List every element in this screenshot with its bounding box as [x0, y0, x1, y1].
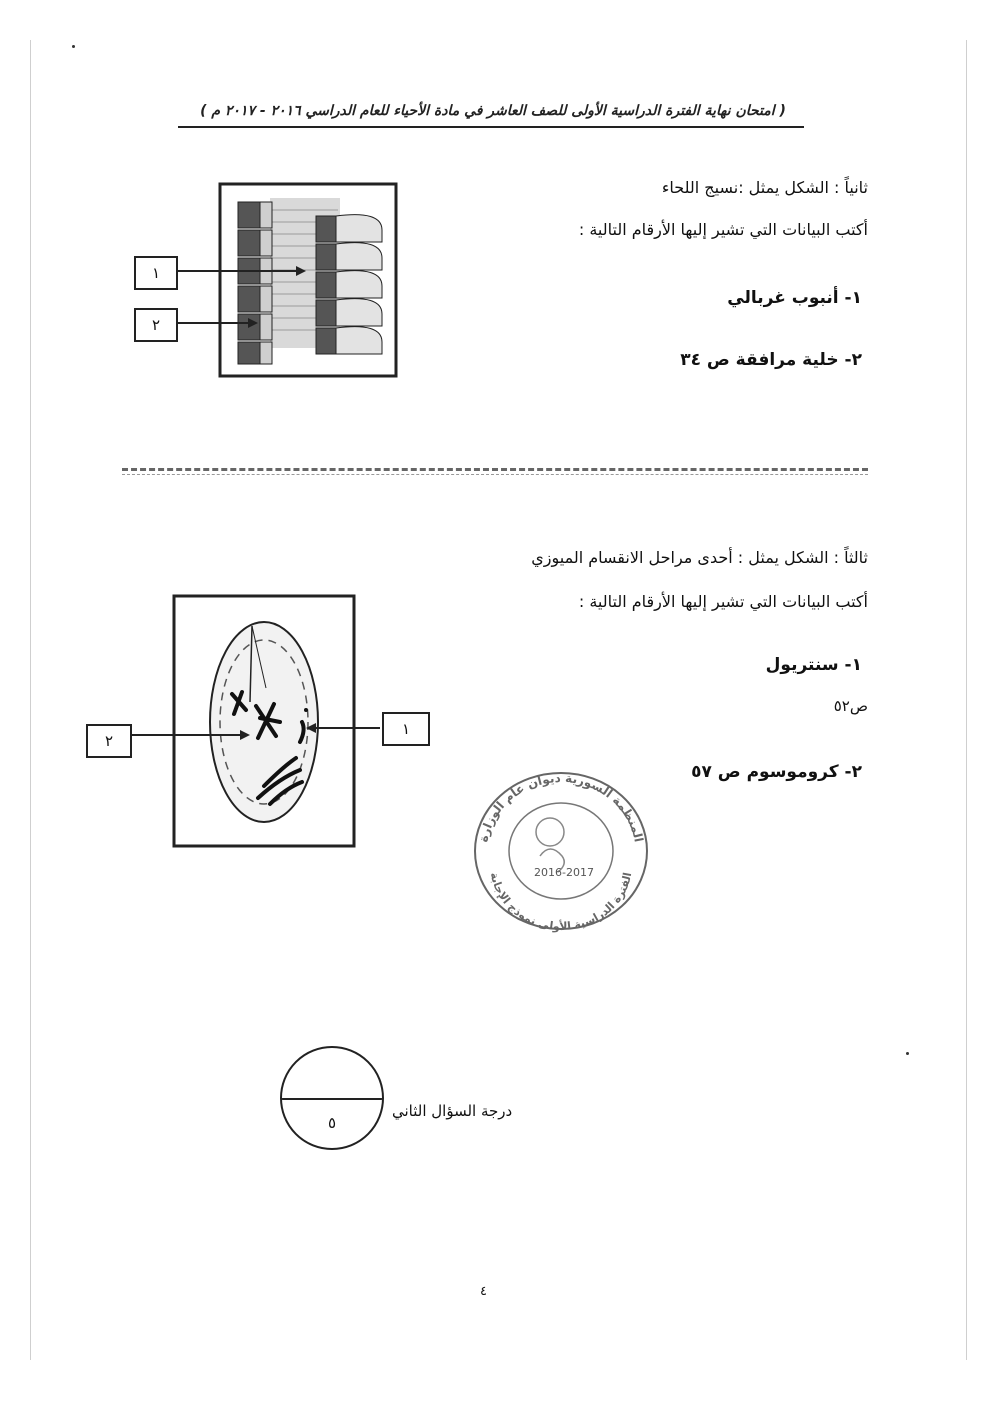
header-underline [178, 126, 804, 128]
phloem-label-1: ١ [134, 256, 178, 290]
section-three-answer-1-page: ص٥٢ [833, 697, 868, 715]
phloem-figure [120, 180, 400, 380]
page-edge-left [30, 40, 31, 1360]
stamp-bottom-text: الفترة الدراسية الأولى نموذج الإجابة [487, 871, 635, 934]
meiosis-label-2: ٢ [86, 724, 132, 758]
grade-circle-divider [282, 1098, 382, 1100]
section-two-answer-2: ٢- خلية مرافقة ص ٣٤ [680, 350, 862, 370]
grade-value: ٥ [327, 1114, 337, 1132]
page-edge-right [966, 40, 967, 1360]
section-separator [122, 468, 868, 471]
scan-speck [906, 1052, 909, 1055]
section-two-answer-1: ١- أنبوب غربالي [727, 288, 862, 308]
section-three-answer-2: ٢- كروموسوم ص ٥٧ [691, 762, 862, 782]
meiosis-label-1: ١ [382, 712, 430, 746]
stamp-years: 2016-2017 [534, 866, 594, 879]
stamp-seal-drawing [468, 768, 654, 934]
official-stamp [468, 768, 654, 934]
phloem-label-2: ٢ [134, 308, 178, 342]
svg-text:المنظمة السورية ديوان عام الوز [476, 771, 646, 843]
svg-text:الفترة الدراسية الأولى نموذج ا [488, 871, 635, 933]
section-two-heading: ثانياً : الشكل يمثل :نسيج اللحاء [661, 178, 868, 197]
grade-circle [280, 1046, 384, 1150]
stamp-top-text: المنظمة السورية ديوان عام الوزارة [476, 770, 646, 844]
exam-header-title: ( امتحان نهاية الفترة الدراسية الأولى للصف العاشر في مادة الأحياء للعام الدراسي ٢٠١٦ - ٢٠١٧ م ) [200, 103, 786, 119]
section-three-answer-1: ١- سنتريول [765, 655, 862, 675]
section-three-heading: ثالثاً : الشكل يمثل : أحدى مراحل الانقسام الميوزي [531, 548, 868, 567]
section-separator-second-line [122, 474, 868, 475]
grade-label: درجة السؤال الثاني [392, 1102, 513, 1120]
page-number: ٤ [480, 1284, 487, 1299]
section-two-instruction: أكتب البيانات التي تشير إليها الأرقام التالية : [578, 220, 868, 239]
meiosis-figure [80, 592, 440, 856]
scan-speck [72, 45, 75, 48]
section-three-instruction: أكتب البيانات التي تشير إليها الأرقام التالية : [578, 592, 868, 611]
